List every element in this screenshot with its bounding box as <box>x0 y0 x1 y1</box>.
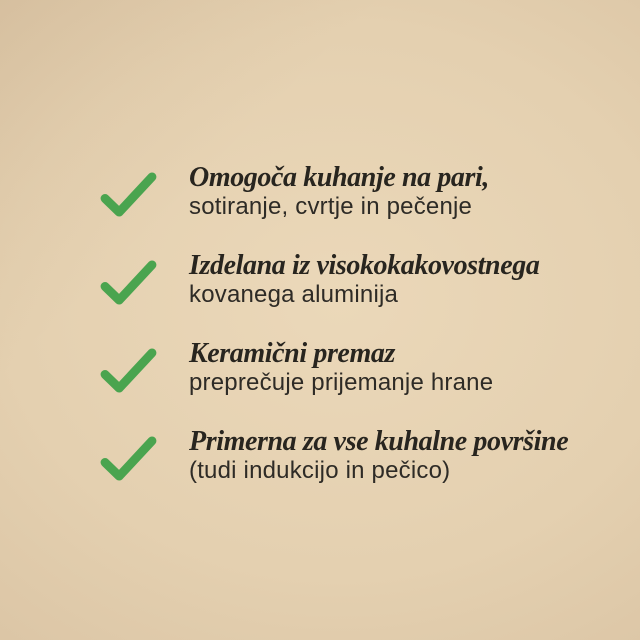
checkmark-icon <box>100 260 157 307</box>
feature-item <box>100 339 568 396</box>
feature-subline: preprečuje prijemanje hrane <box>189 369 494 396</box>
feature-headline: Primerna za vse kuhalne površine <box>189 426 569 457</box>
feature-subline: kovanega aluminija <box>189 281 399 308</box>
feature-headline: Omogoča kuhanje na pari, <box>189 162 489 193</box>
feature-text <box>189 339 493 396</box>
feature-checklist <box>100 163 568 484</box>
feature-text <box>189 251 539 308</box>
checkmark-icon <box>100 436 157 483</box>
feature-subline: (tudi indukcijo in pečico) <box>189 457 451 484</box>
feature-headline: Keramični premaz <box>189 338 395 369</box>
feature-text <box>189 163 489 220</box>
checkmark-icon <box>100 348 157 395</box>
feature-item <box>100 427 568 484</box>
feature-subline: sotiranje, cvrtje in pečenje <box>189 193 473 220</box>
feature-text <box>189 427 568 484</box>
feature-item <box>100 251 568 308</box>
checkmark-icon <box>100 172 157 219</box>
feature-item <box>100 163 568 220</box>
feature-headline: Izdelana iz visokokakovostnega <box>189 250 540 281</box>
